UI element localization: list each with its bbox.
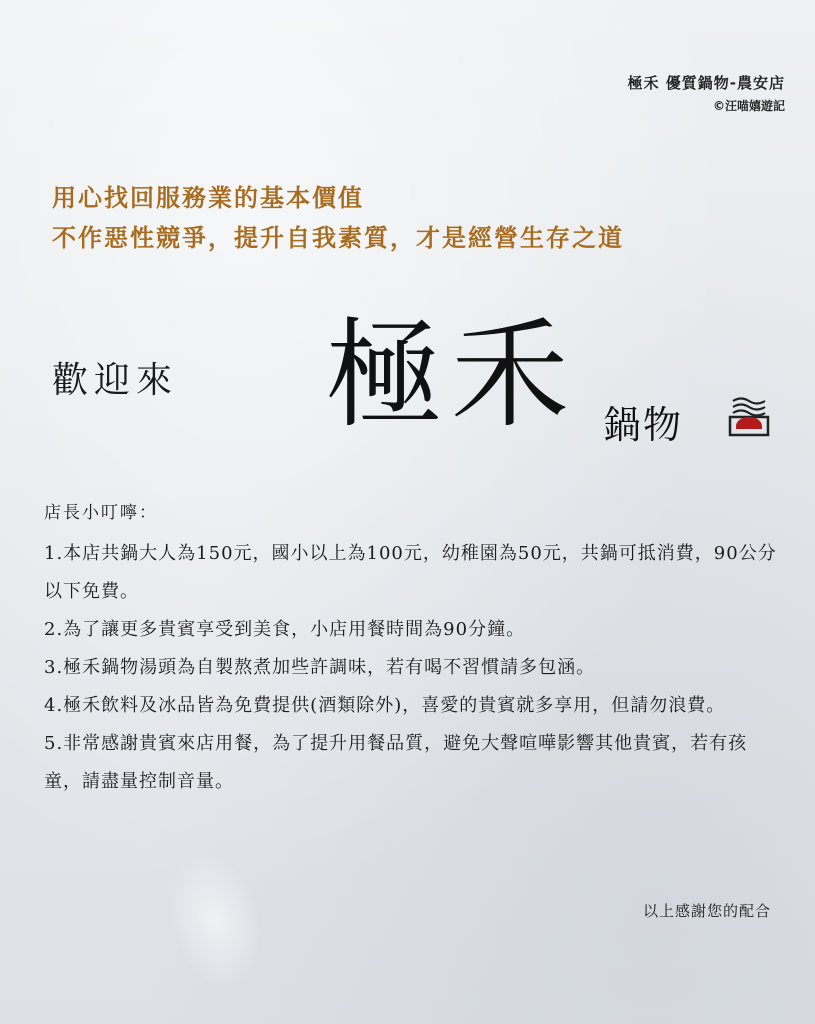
notice-list [44,498,784,801]
notice-item-3: 3.極禾鍋物湯頭為自製熬煮加些許調味，若有喝不習慣請多包涵。 [44,657,596,678]
brand-subtitle: 鍋物 [603,403,684,447]
notice-item-4: 4.極禾飲料及冰品皆為免費提供(酒類除外)，喜愛的貴賓就多享用，但請勿浪費。 [44,695,726,716]
header [628,72,785,114]
slogan-line-2: 不作惡性競爭，提升自我素質，才是經營生存之道 [52,224,624,252]
notice-title: 店長小叮嚀： [44,503,158,523]
hotpot-logo-icon [727,393,771,439]
light-glare [153,841,276,1000]
closing-note: 以上感謝您的配合 [642,902,771,920]
notice-item-2: 2.為了讓更多貴賓享受到美食，小店用餐時間為90分鐘。 [44,619,526,640]
slogan-line-1: 用心找回服務業的基本價值 [52,184,364,212]
photo-credit: ©汪喵嬉遊記 [712,99,785,113]
notice-item-5: 5.非常感謝貴賓來店用餐，為了提升用餐品質，避免大聲喧嘩影響其他貴賓，若有孩童，請盡量控制音量。 [44,733,748,792]
notice-item-1: 1.本店共鍋大人為150元，國小以上為100元，幼稚園為50元，共鍋可抵消費，90公分以下免費。 [44,543,777,602]
store-name: 極禾 優質鍋物-農安店 [627,74,785,92]
brand-name: 極禾 [325,306,578,444]
slogan [52,178,624,258]
welcome-text: 歡迎來 [52,360,179,401]
